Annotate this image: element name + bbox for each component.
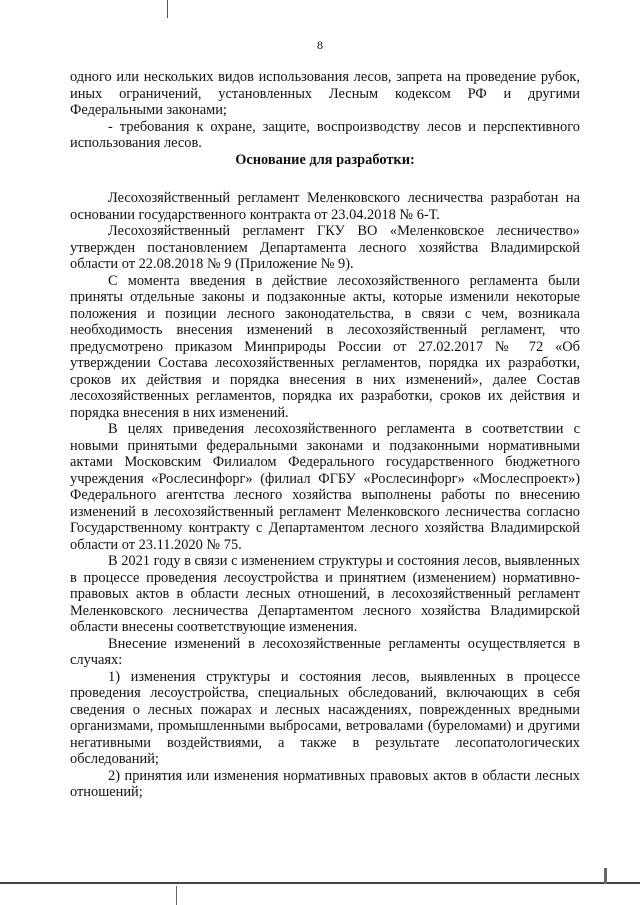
paragraph-legislation: С момента введения в действие лесохозяйственного регламента были приняты отдельные законы и подзаконные акты, которые изменили некоторые положения и позиции лесного законодательства, в связи с чем, возникала необходимость внесения изменений в лесохозяйственный регламент, что предусмотрено приказом Минприроды России от 27.02.2017 № 72 «Об утверждении Состава лесохозяйственных регламентов, порядка их разработки, сроков их действия и порядка внесения в них изменений», далее Состав лесохозяйственных регламентов, порядка их разработки, сроков их действия и порядка внесения в них изменений. — [70, 272, 580, 421]
scan-artifact-line — [0, 882, 640, 884]
document-body — [70, 69, 580, 801]
scan-artifact-top — [167, 0, 168, 18]
paragraph-continuation: одного или нескольких видов использования лесов, запрета на проведение рубок, иных ограничений, установленных Лесным кодексом РФ и другими Федеральными законами; — [70, 69, 580, 118]
paragraph-cases-intro: Внесение изменений в лесохозяйственные регламенты осуществляется в случаях: — [70, 635, 580, 668]
list-item-case-1: 1) изменения структуры и состояния лесов, выявленных в процессе проведения лесоустройства, специальных обследований, включающих в себя сведения о лесных пожарах и лесных насаждениях, поврежденных вредными организмами, промышленными выбросами, ветровалами (буреломами) и другими негативными воздействиями, а также в результате лесопатологических обследований; — [70, 668, 580, 767]
paragraph-amendment-work: В целях приведения лесохозяйственного регламента в соответствии с новыми принятыми федеральными законами и подзаконными нормативными актами Московским Филиалом Федерального государственного бюджетного учреждения «Рослесинфорг» (филиал ФГБУ «Рослесинфорг» «Мослеспроект») Федерального агентства лесного хозяйства выполнены работы по внесению изменений в лесохозяйственный регламент Меленковского лесничества согласно Государственному контракту с Департаментом лесного хозяйства Владимирской области от 23.11.2020 № 75. — [70, 421, 580, 553]
page-number: 8 — [317, 38, 323, 52]
list-item-case-2: 2) принятия или изменения нормативных правовых актов в области лесных отношений; — [70, 767, 580, 800]
section-heading: Основание для разработки: — [235, 151, 415, 168]
paragraph-2021-changes: В 2021 году в связи с изменением структуры и состояния лесов, выявленных в процессе проведения лесоустройства и принятием (изменением) нормативно-правовых актов в области лесных отношений, в лесохозяйственный регламент Меленковского лесничества Департаментом лесного хозяйства Владимирской области внесены соответствующие изменения. — [70, 553, 580, 635]
paragraph-contract: Лесохозяйственный регламент Меленковского лесничества разработан на основании государственного контракта от 23.04.2018 № 6-Т. — [70, 190, 580, 223]
paragraph-approval: Лесохозяйственный регламент ГКУ ВО «Меленковское лесничество» утвержден постановлением Департамента лесного хозяйства Владимирской области от 22.08.2018 № 9 (Приложение № 9). — [70, 223, 580, 272]
paragraph-requirements: - требования к охране, защите, воспроизводству лесов и перспективного использования лесов. — [70, 118, 580, 151]
scan-artifact-edge — [604, 868, 607, 884]
scan-artifact-bottom — [176, 886, 177, 905]
